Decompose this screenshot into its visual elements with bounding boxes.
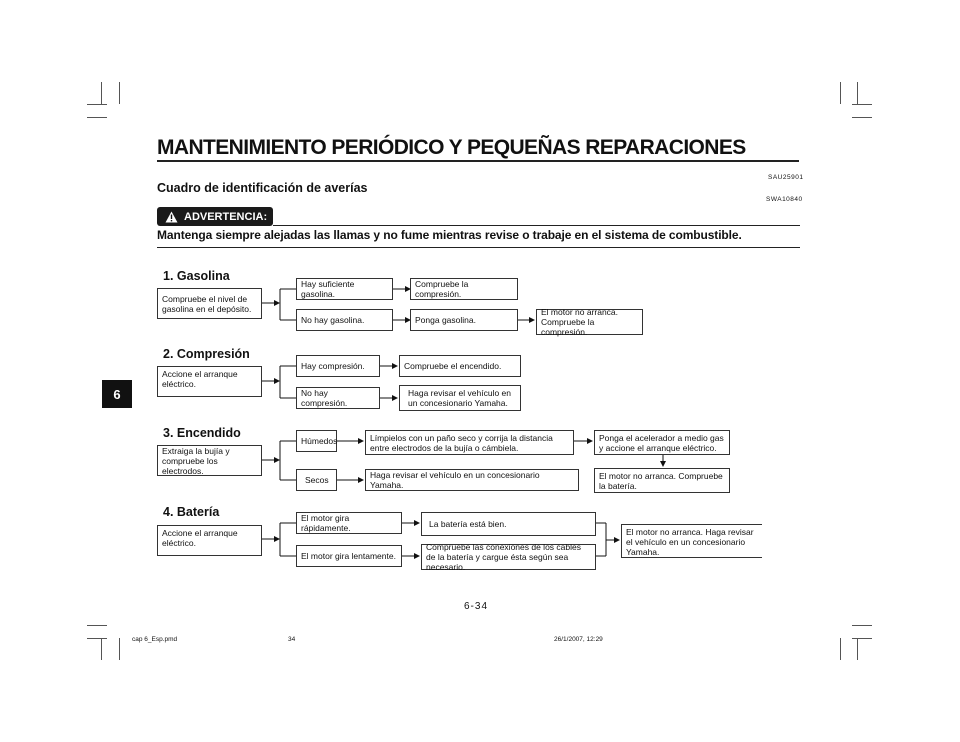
encendido-result-text: El motor no arranca. Compruebe la batería.: [599, 470, 723, 491]
compresion-yes-box: [296, 355, 380, 377]
section-gasolina-title: 1. Gasolina: [163, 269, 230, 283]
bateria-fast-result-box: [421, 512, 596, 536]
encendido-dry-box: [296, 469, 337, 491]
gasolina-no-action-box: [410, 309, 518, 331]
compresion-yes-action-box: [399, 355, 521, 377]
compresion-no-action-box: [399, 385, 521, 411]
footer-page: 34: [288, 636, 296, 643]
gasolina-no-result-box: [536, 309, 643, 335]
gasolina-yes-text: Hay suficiente gasolina.: [301, 279, 355, 299]
gasolina-yes-action-box: [410, 278, 518, 300]
gasolina-no-result-text: El motor no arranca. Compruebe la compresión.: [541, 307, 619, 337]
encendido-start-box: [157, 445, 262, 476]
bateria-result-box: [621, 524, 762, 558]
ref-code-1: SAU25901: [768, 174, 804, 181]
bateria-fast-text: El motor gira rápidamente.: [301, 513, 351, 533]
encendido-dry-action-text: Haga revisar el vehículo en un concesionario Yamaha.: [370, 470, 540, 490]
encendido-start-text: Extraiga la bujía y compruebe los electrodos.: [162, 445, 230, 476]
section-bateria-title: 4. Batería: [163, 505, 220, 519]
footer-file: cap 6_Esp.pmd: [132, 636, 178, 643]
bateria-fast-result-text: La batería está bien.: [429, 519, 507, 529]
section-title: Cuadro de identificación de averías: [157, 181, 368, 195]
encendido-wet-action-box: [365, 430, 574, 455]
page-title: MANTENIMIENTO PERIÓDICO Y PEQUEÑAS REPARACIONES: [157, 136, 746, 159]
compresion-start-text: Accione el arranque eléctrico.: [162, 369, 238, 389]
page-number: 6-34: [464, 601, 489, 612]
section-encendido-title: 3. Encendido: [163, 426, 241, 440]
compresion-no-text: No hay compresión.: [301, 388, 348, 408]
compresion-no-box: [296, 387, 380, 409]
encendido-dry-action-box: [365, 469, 579, 491]
gasolina-yes-box: [296, 278, 393, 300]
gasolina-start-text: Compruebe el nivel de gasolina en el depósito.: [162, 293, 252, 314]
encendido-dry-text: Secos: [305, 475, 329, 485]
bateria-fast-box: [296, 512, 402, 534]
bateria-slow-action-box: [421, 544, 596, 570]
gasolina-no-action-text: Ponga gasolina.: [415, 315, 476, 325]
gasolina-no-box: [296, 309, 393, 331]
compresion-start-box: [157, 366, 262, 397]
bateria-start-text: Accione el arranque eléctrico.: [162, 528, 238, 548]
warning-label: ADVERTENCIA:: [184, 210, 268, 223]
encendido-result-box: [594, 468, 730, 493]
encendido-wet-next-box: [594, 430, 730, 455]
bateria-slow-action-text: Compruebe las conexiones de los cables de la batería y cargue ésta según sea necesario.: [426, 542, 581, 572]
compresion-yes-text: Hay compresión.: [301, 361, 365, 371]
compresion-yes-action-text: Compruebe el encendido.: [404, 361, 502, 371]
bateria-slow-text: El motor gira lentamente.: [301, 551, 396, 561]
bateria-slow-box: [296, 545, 402, 567]
encendido-wet-action-text: Límpielos con un paño seco y corrija la distancia entre electrodos de la bujía o cámbiela.: [370, 432, 553, 453]
encendido-wet-next-text: Ponga el acelerador a medio gas y accione el arranque eléctrico.: [599, 432, 724, 453]
encendido-wet-text: Húmedos: [301, 436, 338, 446]
bateria-start-box: [157, 525, 262, 556]
compresion-no-action-text: Haga revisar el vehículo en un concesionario Yamaha.: [408, 388, 512, 408]
footer-date: 26/1/2007, 12:29: [554, 636, 603, 643]
chapter-tab: 6: [102, 380, 132, 408]
gasolina-start-box: [157, 288, 262, 319]
bateria-result-text: El motor no arranca. Haga revisar el vehículo en un concesionario Yamaha.: [626, 527, 754, 557]
encendido-wet-box: [296, 430, 337, 452]
warning-text: Mantenga siempre alejadas las llamas y no fume mientras revise o trabaje en el sistema de combustible.: [157, 228, 742, 242]
gasolina-no-text: No hay gasolina.: [301, 315, 365, 325]
ref-code-2: SWA10840: [766, 196, 803, 203]
gasolina-yes-action-text: Compruebe la compresión.: [415, 279, 469, 299]
section-compresion-title: 2. Compresión: [163, 347, 250, 361]
